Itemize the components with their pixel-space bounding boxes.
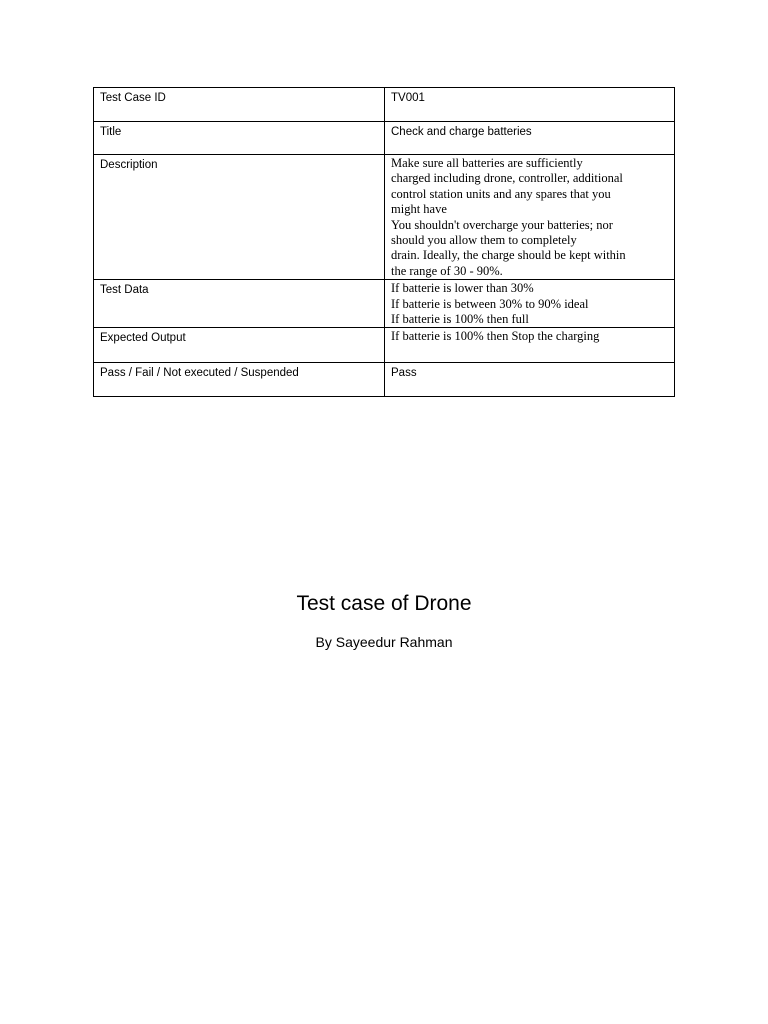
row-value-test-data	[385, 280, 675, 328]
value-line: should you allow them to completely	[391, 233, 577, 248]
value-line: drain. Ideally, the charge should be kept within	[391, 248, 626, 263]
table-row	[94, 363, 675, 397]
row-label-expected-output: Expected Output	[94, 328, 385, 363]
value-line: Make sure all batteries are sufficiently	[391, 156, 583, 170]
row-label-test-case-id: Test Case ID	[94, 88, 385, 122]
value-line: Pass	[391, 367, 417, 380]
table-row	[94, 155, 675, 280]
row-label-title: Title	[94, 122, 385, 155]
value-line: You shouldn't overcharge your batteries; nor	[391, 217, 613, 232]
value-line: If batterie is 100% then Stop the charging	[391, 329, 600, 344]
row-value-title	[385, 122, 675, 155]
row-label-status: Pass / Fail / Not executed / Suspended	[94, 363, 385, 397]
value-line: charged including drone, controller, additional	[391, 171, 623, 186]
value-line: If batterie is lower than 30%	[391, 281, 534, 296]
value-line: Check and charge batteries	[391, 126, 532, 138]
table-row	[94, 122, 675, 155]
row-value-test-case-id	[385, 88, 675, 122]
value-line: If batterie is between 30% to 90% ideal	[391, 296, 589, 311]
test-case-table	[93, 87, 675, 397]
table-row	[94, 88, 675, 122]
row-value-status	[385, 363, 675, 397]
value-line: control station units and any spares that you	[391, 186, 611, 201]
table-row	[94, 280, 675, 328]
value-line: the range of 30 - 90%.	[391, 263, 503, 278]
document-title: Test case of Drone	[296, 592, 472, 615]
table-row	[94, 328, 675, 363]
row-value-expected-output	[385, 328, 675, 363]
document-author: By Sayeedur Rahman	[315, 634, 453, 650]
row-label-test-data: Test Data	[94, 280, 385, 328]
value-line: TV001	[391, 92, 425, 104]
value-line: might have	[391, 202, 447, 217]
row-value-description	[385, 155, 675, 280]
value-line: If batterie is 100% then full	[391, 312, 529, 327]
row-label-description: Description	[94, 155, 385, 280]
